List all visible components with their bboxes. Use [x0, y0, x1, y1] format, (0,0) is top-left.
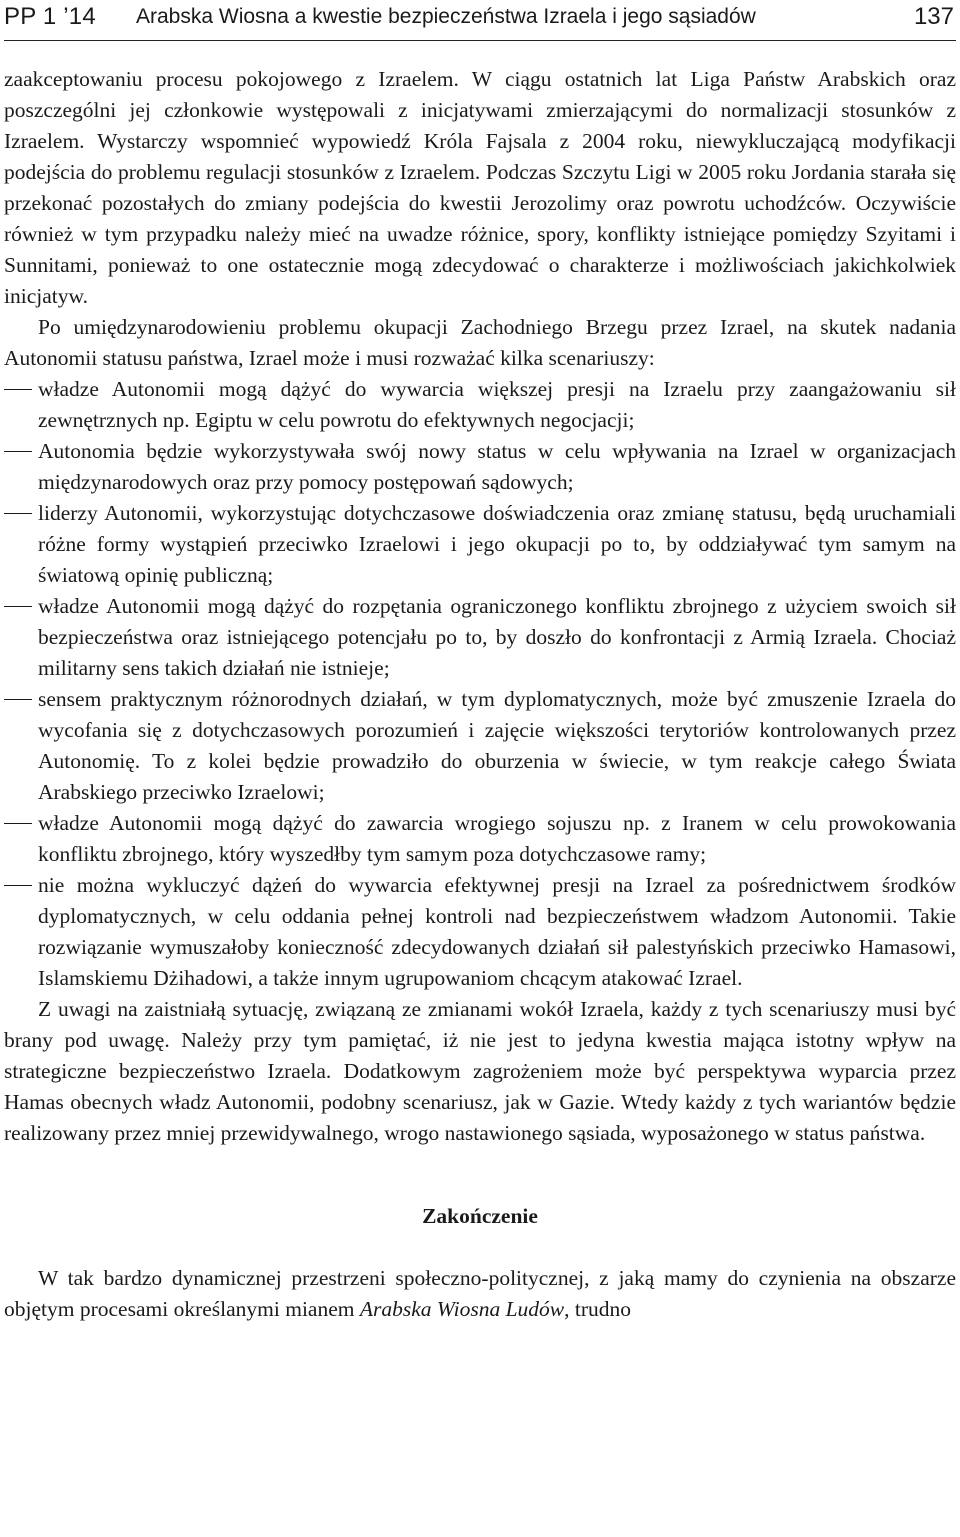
dash-bullet: [4, 451, 32, 452]
list-item: władze Autonomii mogą dążyć do zawarcia wrogiego sojuszu np. z Iranem w celu prowokowania konfliktu zbrojnego, który wyszedłby tym samym poza dotychczasowe ramy;: [4, 808, 956, 870]
paragraph-continuation: zaakceptowaniu procesu pokojowego z Izraelem. W ciągu ostatnich lat Liga Państw Arabskich oraz poszczególni jej członkowie występowali z inicjatywami zmierzającymi do normalizacji stosunków z Izraelem. Wystarczy wspomnieć wypowiedź Króla Fajsala z 2004 roku, niewykluczającą modyfikacji podejścia do problemu regulacji stosunków z Izraelem. Podczas Szczytu Ligi w 2005 roku Jordania starała się przekonać pozostałych do zmiany podejścia do kwestii Jerozolimy oraz powrotu uchodźców. Oczywiście również w tym przypadku należy mieć na uwadze różnice, spory, konflikty istniejące pomiędzy Szyitami i Sunnitami, ponieważ to one ostatecznie mogą zdecydować o charakterze i możliwościach jakichkolwiek inicjatyw.: [4, 67, 956, 308]
list-item: sensem praktycznym różnorodnych działań, w tym dyplomatycznych, może być zmuszenie Izraela do wycofania się z dotychczasowych porozumień i zajęcie większości terytoriów kontrolowanych przez Autonomię. To z kolei będzie prowadziło do oburzenia w świecie, w tym reakcje całego Świata Arabskiego przeciwko Izraelowi;: [4, 684, 956, 808]
paragraph-summary: Z uwagi na zaistniałą sytuację, związaną ze zmianami wokół Izraela, każdy z tych scenariuszy musi być brany pod uwagę. Należy przy tym pamiętać, iż nie jest to jedyna kwestia mająca istotny wpływ na strategiczne bezpieczeństwo Izraela. Dodatkowym zagrożeniem może być perspektywa wyparcia przez Hamas obecnych władz Autonomii, podobny scenariusz, jak w Gazie. Wtedy każdy z tych wariantów będzie realizowany przez mniej przewidywalnego, wrogo nastawionego sąsiada, wyposażonego w status państwa.: [4, 997, 956, 1145]
dash-bullet: [4, 699, 32, 700]
scenario-list: [4, 374, 956, 994]
dash-bullet: [4, 823, 32, 824]
page-number: 137: [913, 3, 954, 30]
dash-bullet: [4, 389, 32, 390]
paragraph-scenarios-intro: Po umiędzynarodowieniu problemu okupacji Zachodniego Brzegu przez Izrael, na skutek nadania Autonomii statusu państwa, Izrael może i musi rozważać kilka scenariuszy:: [4, 315, 956, 370]
list-item: liderzy Autonomii, wykorzystując dotychczasowe doświadczenia oraz zmianę statusu, będą uruchamiali różne formy wystąpień przeciwko Izraelowi i jego okupacji po to, by oddziaływać tym samym na światową opinię publiczną;: [4, 498, 956, 591]
list-item: władze Autonomii mogą dążyć do wywarcia większej presji na Izraelu przy zaangażowaniu sił zewnętrznych np. Egiptu w celu powrotu do efektywnych negocjacji;: [4, 374, 956, 436]
paragraph-conclusion: W tak bardzo dynamicznej przestrzeni społeczno-politycznej, z jaką mamy do czynienia na obszarze objętym procesami określanymi mianem Arabska Wiosna Ludów, trudno: [4, 1266, 956, 1321]
dash-bullet: [4, 606, 32, 607]
journal-issue: PP 1 ’14: [4, 3, 96, 30]
italic-term: Arabska Wiosna Ludów: [359, 1297, 565, 1321]
running-header: [4, 0, 956, 41]
article-body: [4, 64, 956, 1325]
list-item: władze Autonomii mogą dążyć do rozpętania ograniczonego konfliktu zbrojnego z użyciem swoich sił bezpieczeństwa oraz istniejącego potencjału po to, by doszło do konfrontacji z Armią Izraela. Chociaż militarny sens takich działań nie istnieje;: [4, 591, 956, 684]
list-item: Autonomia będzie wykorzystywała swój nowy status w celu wpływania na Izrael w organizacjach międzynarodowych oraz przy pomocy postępowań sądowych;: [4, 436, 956, 498]
list-item: nie można wykluczyć dążeń do wywarcia efektywnej presji na Izrael za pośrednictwem środków dyplomatycznych, w celu oddania pełnej kontroli nad bezpieczeństwem władzom Autonomii. Takie rozwiązanie wymuszałoby konieczność zdecydowanych działań sił palestyńskich przeciwko Hamasowi, Islamskiemu Dżihadowi, a także innym ugrupowaniom chcącym atakować Izrael.: [4, 870, 956, 994]
running-title: Arabska Wiosna a kwestie bezpieczeństwa Izraela i jego sąsiadów: [136, 5, 756, 28]
section-heading: Zakończenie: [422, 1204, 538, 1228]
dash-bullet: [4, 885, 32, 886]
dash-bullet: [4, 513, 32, 514]
